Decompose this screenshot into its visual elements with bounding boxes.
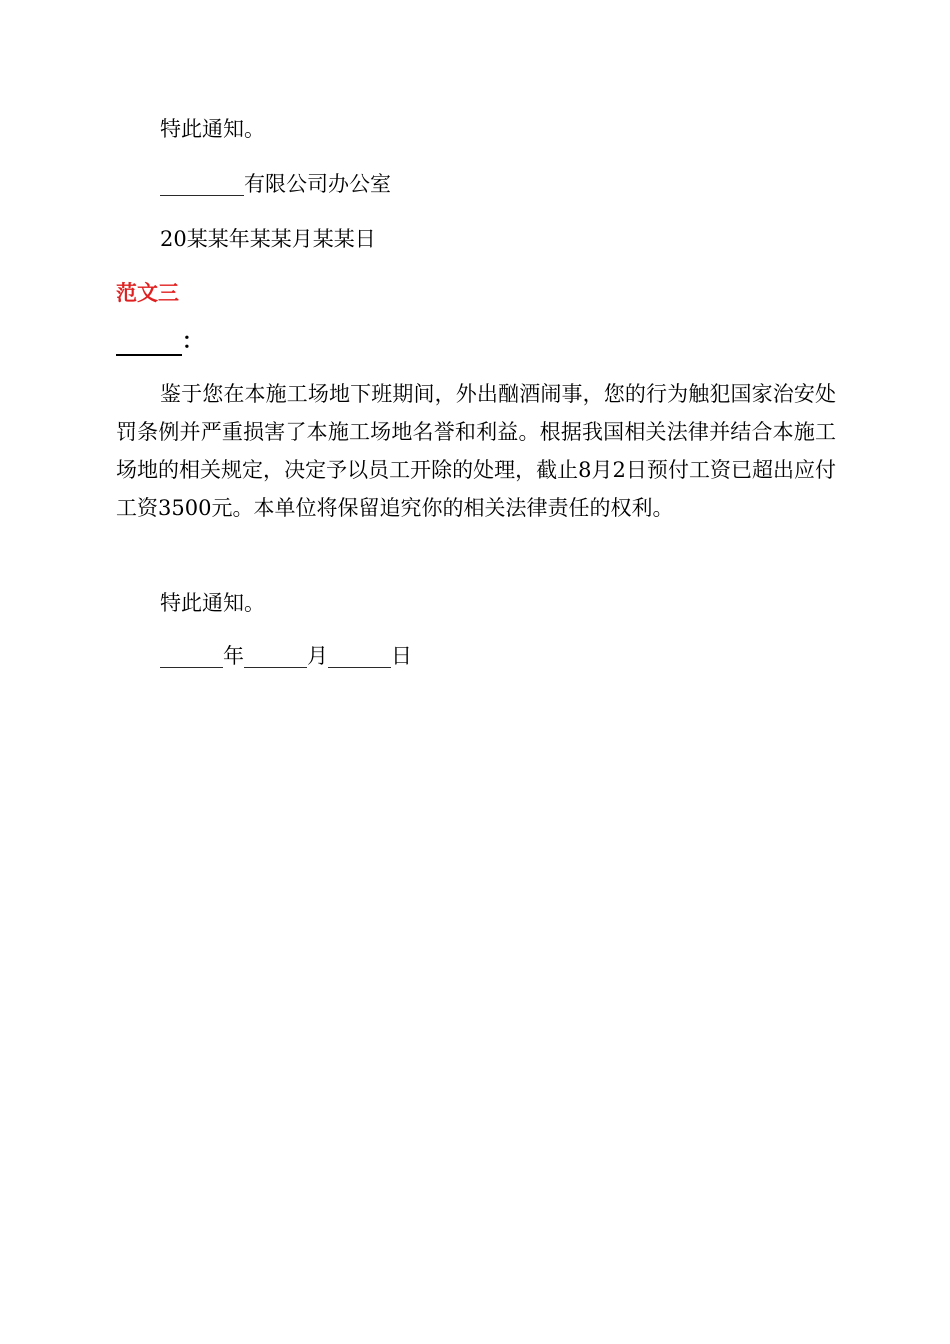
- company-signature: ________有限公司办公室: [160, 172, 391, 196]
- salutation-blank: [116, 330, 182, 356]
- closing-notice-prev: 特此通知。: [160, 117, 265, 141]
- closing-notice: 特此通知。: [160, 591, 265, 615]
- salutation-colon: ：: [182, 328, 203, 353]
- salutation: [116, 326, 203, 356]
- body-paragraph: 鉴于您在本施工场地下班期间，外出酗酒闹事，您的行为触犯国家治安处罚条例并严重损害了本施工场地名誉和利益。根据我国相关法律并结合本施工场地的相关规定，决定予以员工开除的处理，截止8月2日预付工资已超出应付工资3500元。本单位将保留追究你的相关法律责任的权利。: [116, 382, 836, 520]
- section-title: 范文三: [116, 281, 179, 305]
- date-line: ______年______月______日: [160, 644, 412, 668]
- signature-date: 20某某年某某月某某日: [160, 227, 376, 251]
